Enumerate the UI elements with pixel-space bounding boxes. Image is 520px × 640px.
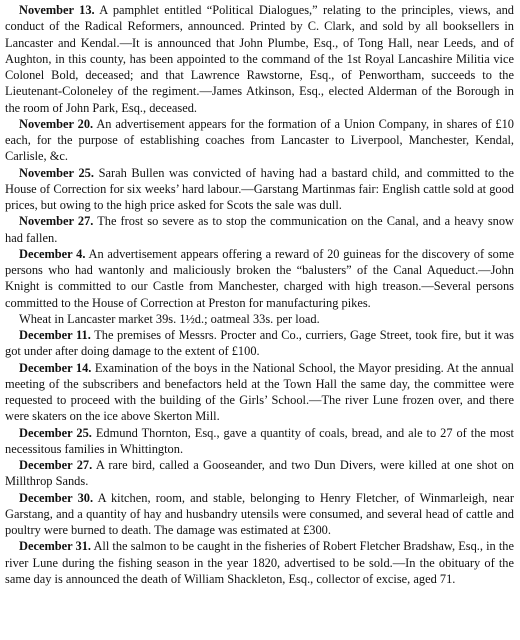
entry-text: Sarah Bullen was convicted of having had a bastard child, and committed to the House of Correction for six weeks’ hard labour.—Garstang Martinmas fair: English cattle sold at good prices, but owing to the high price asked for Scots the sale was dull. — [5, 165, 514, 212]
entry-dec-11 — [5, 327, 514, 360]
entry-date: December 31. — [19, 539, 92, 554]
entry-text: An advertisement appears offering a reward of 20 guineas for the discovery of some persons who had wantonly and maliciously broken the “balusters” of the Canal Aqueduct.—John Knight is committed to our Castle from Manchester, charged with high treason.—Several persons committed to the House of Correction at Preston for manufacturing pikes. — [5, 246, 514, 310]
entry-date: November 20. — [19, 116, 94, 131]
entry-nov-27 — [5, 213, 514, 246]
entry-nov-20 — [5, 116, 514, 165]
entry-date: December 30. — [19, 490, 94, 505]
entry-wheat-price — [5, 311, 514, 327]
entry-date: December 14. — [19, 360, 92, 375]
entry-text: A rare bird, called a Gooseander, and two Dun Divers, were killed at one shot on Millthrop Sands. — [5, 458, 514, 489]
entry-dec-14 — [5, 360, 514, 425]
entry-date: December 4. — [19, 246, 86, 261]
entry-dec-30 — [5, 490, 514, 539]
entry-dec-27 — [5, 457, 514, 490]
entry-nov-13 — [5, 2, 514, 116]
chronicle-page — [5, 2, 514, 587]
entry-dec-31 — [5, 538, 514, 587]
entry-text: All the salmon to be caught in the fisheries of Robert Fletcher Bradshaw, Esq., in the river Lune during the fishing season in the year 1820, advertised to be sold.—In the obituary of the same day is announced the death of William Shackleton, Esq., collector of excise, aged 71. — [5, 539, 514, 586]
entry-nov-25 — [5, 165, 514, 214]
entry-date: December 11. — [19, 328, 91, 342]
entry-text: The frost so severe as to stop the communication on the Canal, and a heavy snow had fallen. — [5, 214, 515, 245]
entry-text: An advertisement appears for the formation of a Union Company, in shares of £10 each, for the purpose of establishing coaches from Lancaster to Liverpool, Manchester, Kendal, Carlisle, &c. — [5, 116, 515, 164]
entry-date: November 13. — [19, 3, 95, 17]
entry-date: December 27. — [19, 458, 93, 472]
entry-text: Examination of the boys in the National School, the Mayor presiding. At the annual meeting of the subscribers and benefactors held at the Town Hall the same day, the committee were requested to proceed with the building of the Girls’ School.—The river Lune frozen over, and there were skaters on the ice above Skerton Mill. — [5, 360, 514, 424]
entry-dec-25 — [5, 425, 514, 458]
entry-text: The premises of Messrs. Procter and Co., curriers, Gage Street, took fire, but it was got under after doing damage to the extent of £100. — [5, 328, 514, 359]
entry-text: A kitchen, room, and stable, belonging to Henry Fletcher, of Winmarleigh, near Garstang, and a quantity of hay and husbandry utensils were consumed, and several head of cattle and poultry were burned to death. The damage was estimated at £300. — [5, 490, 514, 537]
entry-text: Wheat in Lancaster market 39s. 1½d.; oatmeal 33s. per load. — [19, 311, 320, 326]
entry-date: December 25. — [19, 425, 92, 440]
entry-dec-4 — [5, 246, 514, 311]
entry-text: Edmund Thornton, Esq., gave a quantity of coals, bread, and ale to 27 of the most necessitous families in Whittington. — [5, 425, 514, 456]
entry-date: November 27. — [19, 214, 94, 229]
entry-date: November 25. — [19, 165, 94, 180]
entry-text: A pamphlet entitled “Political Dialogues,” relating to the principles, views, and conduct of the Radical Reformers, announced. Printed by C. Clark, and sold by all booksellers in Lancaster and Kendal.—It is announced that John Plumbe, Esq., of Tong Hall, near Leeds, and of Aughton, in this county, has been appointed to the command of the 1st Royal Lancashire Militia vice Colonel Bold, deceased; and that Lawrence Rawstorne, Esq., of Penwortham, succeeds to the Lieutenant-Coloneley of the regiment.—James Atkinson, Esq., elected Alderman of the Borough in the room of John Park, Esq., deceased. — [5, 3, 514, 115]
